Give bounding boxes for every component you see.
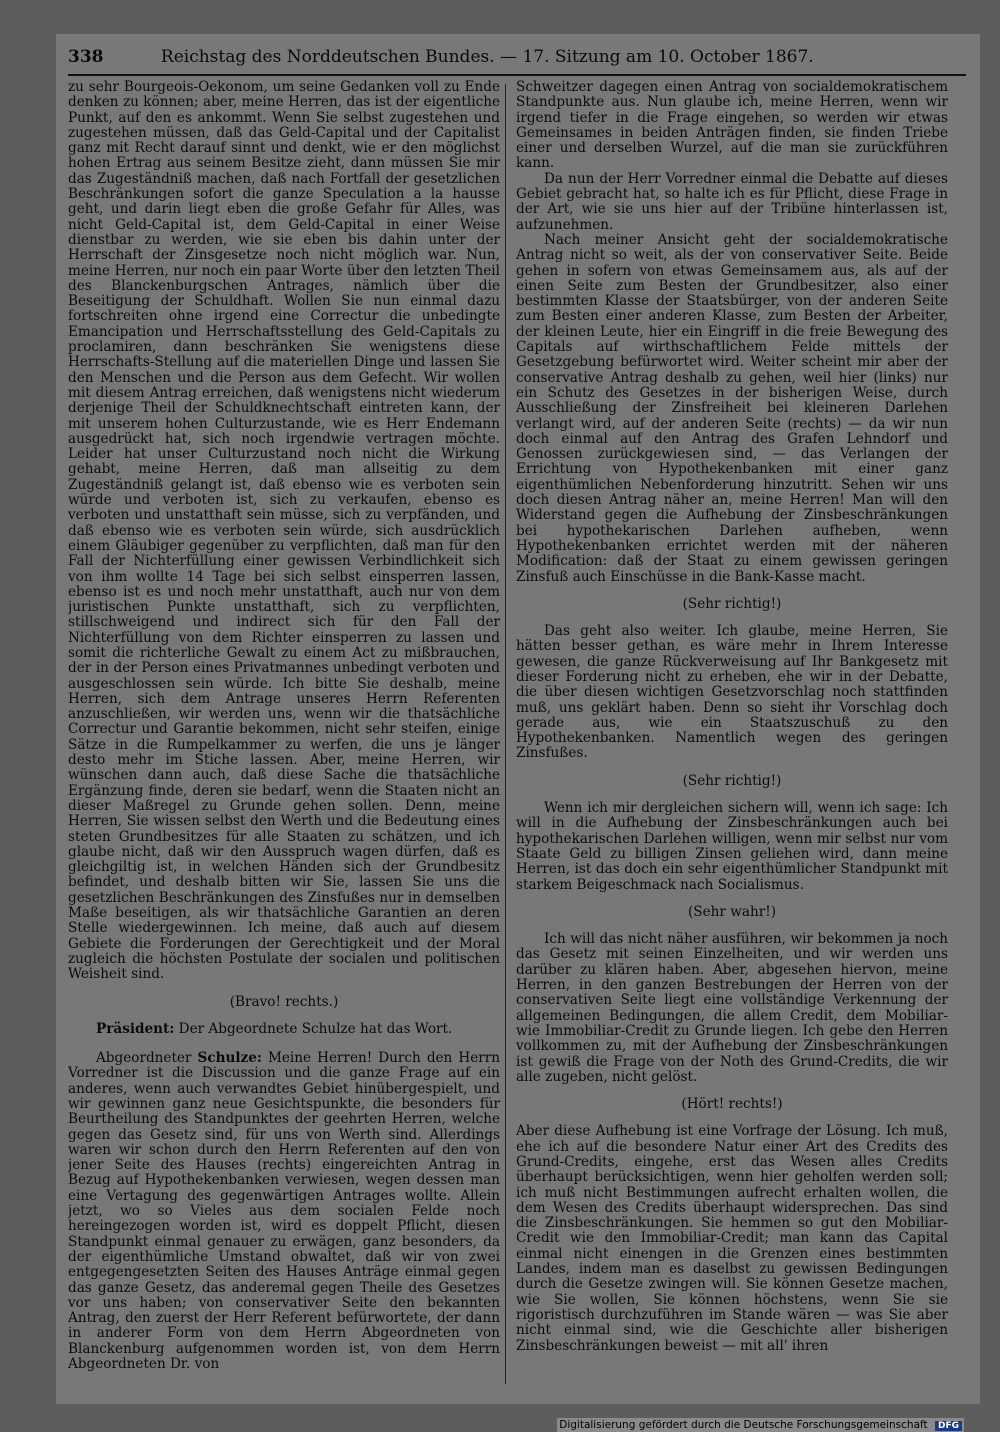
interjection: (Sehr richtig!)	[682, 772, 782, 789]
president-text: Der Abgeordnete Schulze hat das Wort.	[178, 1020, 453, 1037]
interjection: (Sehr richtig!)	[682, 595, 782, 612]
speech-paragraph: Da nun der Herr Vorredner einmal die Debatte auf dieses Gebiet gebracht hat, so halte ich es für Pflicht, diese Frage in der Art, wie sie uns hier auf der Tribüne hinterlassen ist, aufzunehmen.	[516, 170, 948, 233]
page-header	[68, 42, 968, 72]
speaker-label: Präsident:	[96, 1020, 175, 1037]
credit-text: Digitalisierung gefördert durch die Deutsche Forschungsgemeinschaft	[559, 1419, 928, 1431]
running-title: Reichstag des Norddeutschen Bundes. — 17. Sitzung am 10. October 1867.	[160, 47, 814, 67]
speech-paragraph: Schweitzer dagegen einen Antrag von socialdemokratischem Standpunkte aus. Nun glaube ich, meine Herren, wenn wir irgend tiefer in die Frage eingehen, so werden wir etwas Gemeinsames in beiden Anträgen finden, sie finden Triebe einer und derselben Wurzel, auf die man sie zurückführen kann.	[516, 80, 948, 172]
left-column	[68, 80, 500, 1392]
speech-paragraph: Ich will das nicht näher ausführen, wir bekommen ja noch das Gesetz mit seinen Einzelheiten, und wir werden uns darüber zu klären haben. Aber, abgesehen hiervon, meine Herren, in den ganzen Bestrebungen der Herren von der conservativen Seite liegt eine vollständige Verkennung der allgemeinen Bedingungen, die allem Credit, dem Mobiliar- wie Immobiliar-Credit zu Grunde liegen. Ich gebe den Herren vollkommen zu, mit der Aufhebung der Zinsbeschränkungen ist gewiß die Frage von der Noth des Grund-Credits, die wir alle zugeben, nicht gelöst.	[516, 931, 948, 1085]
speech-text: Meine Herren! Durch den Herrn Vorredner ist die Discussion und die ganze Frage auf ein anderes, wenn auch verwandtes Gebiet hinübergespielt, und wir gewinnen ganz neue Gesichtspunkte, die besonders für Beurtheilung des Standpunktes der geehrten Herren, welche gegen das Gesetz sind, für uns von Werth sind. Allerdings waren wir schon durch den Herrn Referenten auf den von jener Seite des Hauses (rechts) eingereichten Antrag in Bezug auf Hypothekenbanken verwiesen, wegen dessen man eine Vertagung des gegenwärtigen Antrages wollte. Allein jetzt, wo so Vieles aus dem socialen Felde noch hereingezogen worden ist, wird es doppelt Pflicht, diesen Standpunkt einmal genauer zu erwägen, ganz besonders, da der eigenthümliche Umstand obwaltet, daß wir von zwei entgegengesetzten Seiten des Hauses Anträge einmal gegen das ganze Gesetz, das anderemal gegen Theile des Gesetzes vor uns haben; von conservativer Seite den bekannten Antrag, den zuerst der Herr Referent befürwortete, der dann in anderer Form von dem Herrn Abgeordneten von Blanckenburg aufgenommen worden ist, von dem Herrn Abgeordneten Dr. von	[68, 1050, 500, 1373]
header-rule	[68, 74, 966, 76]
speech-paragraph: Das geht also weiter. Ich glaube, meine Herren, Sie hätten besser gethan, es wäre mehr in Ihrem Interesse gewesen, die ganze Rückverweisung auf Ihr Bankgesetz mit dieser Forderung nicht zu erheben, ehe wir in der Debatte, die über diesen wichtigen Gesetzvorschlag noch stattfinden muß, uns geklärt haben. Denn so sieht ihr Vorschlag doch gerade aus, wie ein Staatszuschuß zu den Hypothekenbanken. Namentlich wegen des geringen Zinsfußes.	[516, 623, 948, 762]
interjection: (Hört! rechts!)	[681, 1096, 783, 1113]
interjection: (Sehr wahr!)	[688, 903, 776, 920]
schulze-speech	[68, 1051, 500, 1372]
dfg-logo: DFG	[935, 1421, 962, 1431]
column-divider	[505, 84, 506, 1384]
speech-paragraph: Nach meiner Ansicht geht der socialdemokratische Antrag nicht so weit, als der von conservativer Seite. Beide gehen in sofern von etwas Gemeinsamem aus, als auf der einen Seite zum Besten der Grundbesitzer, also einer bestimmten Klasse der Staatsbürger, von der anderen Seite zum Besten einer anderen Klasse, zum Besten der Arbeiter, der kleinen Leute, hier ein Eingriff in die freie Bewegung des Capitals auf wirthschaftlichem Felde mittels der Gesetzgebung befürwortet wird. Weiter scheint mir aber der conservative Antrag deshalb zu gehen, weil hier (links) nur ein Schutz des Gesetzes in der bisherigen Weise, durch Ausschließung der Zinsfreiheit bei kleineren Darlehen verlangt wird, auf der anderen Seite (rechts) — da wir nun doch einmal auf den Antrag des Grafen Lehndorf und Genossen zurückgewiesen sind, — das Verlangen der Errichtung von Hypothekenbanken mit einer ganz eigenthümlichen Nebenforderung hinzutritt. Sehen wir uns doch diesen Antrag näher an, meine Herren! Man will den Widerstand gegen die Aufhebung der Zinsbeschränkungen bei hypothekarischen Darlehen aufheben, wenn Hypothekenbanken errichtet werden mit der näheren Modification: daß der Staat zu einem gewissen geringen Zinsfuß auch Einschüsse in die Bank-Kasse macht.	[516, 231, 948, 585]
speech-paragraph: zu sehr Bourgeois-Oekonom, um seine Gedanken voll zu Ende denken zu können; aber, meine Herren, das ist der eigentliche Punkt, auf den es ankommt. Wenn Sie selbst zugestehen und zugestehen müssen, daß das Geld-Capital und der Capitalist ganz mit Recht darauf sinnt und denkt, wie er den möglichst hohen Ertrag aus seinem Besitze zieht, dann müssen Sie mir das Zugeständniß machen, daß nach Fortfall der gesetzlichen Beschränkungen sofort die ganze Speculation a la hausse geht, und darin liegt eben die große Gefahr für Alles, was nicht Geld-Capital ist, dem Geld-Capital in einer Weise dienstbar zu werden, wie sie eben bis dahin unter der Herrschaft der Zinsgesetze noch nicht möglich war. Nun, meine Herren, nur noch ein paar Worte über den letzten Theil des Blanckenburgschen Antrages, nämlich über die Beseitigung der Schuldhaft. Wollen Sie nun einmal dazu fortschreiten ohne irgend eine Correctur die unbedingte Emancipation und Herrschaftsstellung des Geld-Capitals zu proclamiren, dann beschränken Sie wenigstens diese Herrschafts-Stellung auf die materiellen Dinge und lassen Sie den Menschen und die Person aus dem Gefecht. Wir wollen mit diesem Antrag erreichen, daß wenigstens nicht wiederum derjenige Theil der Schuldknechtschaft eintreten kann, der mit unserem hohen Culturzustande, wie es Herr Endemann ausgedrückt hat, sich noch irgendwie vertragen möchte. Leider hat unser Culturzustand noch nicht die Wirkung gehabt, meine Herren, daß man allseitig zu dem Zugeständniß gelangt ist, daß ebenso wie es verboten sein würde und verboten ist, sich zu verkaufen, ebenso es verboten und unstatthaft sein müsse, sich zu verpfänden, und daß ebenso wie es verboten sein würde, sich ausdrücklich einem Gläubiger gegenüber zu verpflichten, daß man für den Fall der Nichterfüllung einer gewissen Verbindlichkeit sich von ihm wollte 14 Tage bei sich selbst einsperren lassen, ebenso ist es und noch mehr unstatthaft, auch nur von dem juristischen Punkte unstatthaft, sich zu verpflichten, stillschweigend und indirect sich für den Fall der Nichterfüllung von dem Richter einsperren zu lassen und somit die richterliche Gewalt zu einem Act zu mißbrauchen, der in der Person eines Privatmannes unbedingt verboten und ausgeschlossen sein würde. Ich bitte Sie deshalb, meine Herren, sich dem Antrage unseres Herrn Referenten anzuschließen, wir werden uns, wenn wir die thatsächliche Correctur und Garantie bekommen, nicht sehr steifen, einige Sätze in die Rumpelkammer zu werfen, die uns je länger desto mehr im Stiche lassen. Aber, meine Herren, wir wünschen dann auch, daß diese Sache die thatsächliche Ergänzung finde, deren sie bedarf, wenn die Staaten nicht an dieser Maßregel zu Grunde gehen sollen. Denn, meine Herren, Sie wissen selbst den Werth und die Bedeutung eines steten Grundbesitzes für alle Staaten zu schätzen, und ich glaube nicht, daß wir den Ausspruch wagen dürfen, daß es gleichgiltig ist, in welchen Händen sich der Grundbesitz befindet, und deshalb bitten wir Sie, lassen Sie uns die gesetzlichen Beschränkungen des Zinsfußes nur in demselben Maße beseitigen, als wir thatsächliche Garantien an deren Stelle wiedergewinnen. Ich meine, daß auch auf diesem Gebiete die Forderungen der Gerechtigkeit und der Moral zugleich die höchsten Postulate der socialen und politischen Weisheit sind.	[68, 80, 500, 983]
scanned-page	[56, 34, 980, 1404]
speech-paragraph: Wenn ich mir dergleichen sichern will, wenn ich sage: Ich will in die Aufhebung der Zinsbeschränkungen auch bei hypothekarischen Darlehen willigen, wenn mir selbst nur vom Staate Geld zu billigen Zinsen geliehen wird, dann meine Herren, ist das doch ein sehr eigenthümlicher Standpunkt mit starkem Beigeschmack nach Socialismus.	[516, 800, 948, 893]
digitization-credit	[557, 1418, 964, 1432]
president-statement	[68, 1022, 500, 1037]
speech-paragraph: Aber diese Aufhebung ist eine Vorfrage der Lösung. Ich muß, ehe ich auf die besondere Natur einer Art des Credits des Grund-Credits, eingehe, erst das Wesen alles Credits überhaupt berücksichtigen, wenn hier geholfen werden soll; ich muß nicht Bestimmungen aufrecht erhalten wollen, die dem Wesen des Credits überhaupt widersprechen. Das sind die Zinsbeschränkungen. Sie hemmen so gut den Mobiliar-Credit wie den Immobiliar-Credit; man kann das Capital einmal nicht einengen in die Grenzen eines bestimmten Landes, indem man es daselbst zu gewissen Bedingungen durch die Gesetze zwingen will. Sie können Gesetze machen, wie Sie wollen, Sie können höchstens, wenn Sie sie rigoristisch durchzuführen im Stande wären — was Sie aber nicht einmal sind, wie die Geschichte aller bisherigen Zinsbeschränkungen beweist — mit all' ihren	[516, 1123, 948, 1354]
interjection: (Bravo! rechts.)	[229, 993, 339, 1010]
page-number: 338	[68, 47, 104, 67]
right-column	[516, 80, 948, 1392]
speaker-intro: Abgeordneter	[96, 1050, 192, 1067]
speaker-label: Schulze:	[197, 1050, 262, 1067]
